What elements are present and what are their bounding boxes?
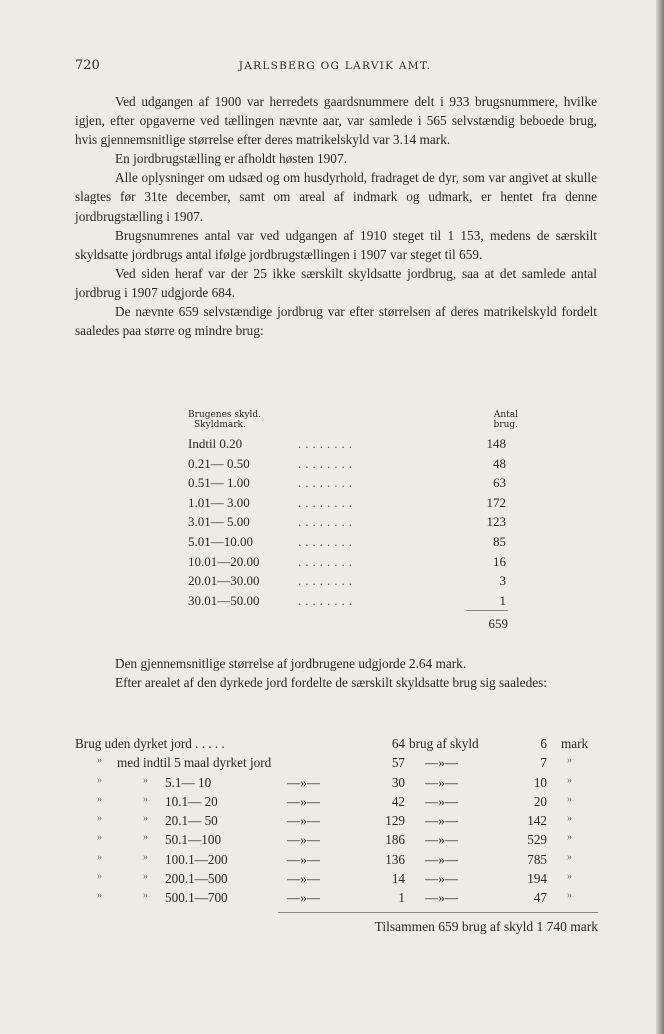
ditto-mark: » xyxy=(97,890,102,902)
leader-dots: ........ xyxy=(298,494,356,510)
table-row xyxy=(188,456,518,476)
skyld-value: 47 xyxy=(533,890,547,906)
skyld-value: 785 xyxy=(527,851,547,867)
page-edge-shadow xyxy=(656,0,664,1034)
skyld-value: 6 xyxy=(540,736,547,751)
brug-count: 64 xyxy=(391,736,405,751)
paragraph: De nævnte 659 selvstændige jordbrug var efter størrelsen af deres matrikelskyld fordelt saaledes paa større og mindre brug: xyxy=(75,304,597,339)
dyrket-jord-table xyxy=(75,736,600,910)
paragraph: Brugsnumrenes antal var ved udgangen af 1910 steget til 1 153, medens de særskilt skyldsatte jordbrugs antal ifølge jordbrugstællingen i 1907 var steget til 659. xyxy=(75,227,597,262)
header-line: Brugenes skyld. xyxy=(188,410,262,420)
brug-count: 1 xyxy=(499,592,506,608)
header-line: brug. xyxy=(493,420,518,430)
ditto-mark: » xyxy=(567,793,572,805)
table-rows xyxy=(188,436,518,612)
table-header xyxy=(188,410,518,436)
leader-dots: ........ xyxy=(298,573,356,589)
ditto-mark: » xyxy=(567,851,572,863)
mid-label: brug af skyld xyxy=(409,736,479,751)
ditto-mark: » xyxy=(567,871,572,883)
table-row xyxy=(75,871,600,890)
table-total: 659 xyxy=(488,616,508,631)
jord-range: 50.1—100 xyxy=(165,832,222,848)
ditto-mark: —»— xyxy=(287,890,320,906)
jord-range: 20.1— 50 xyxy=(165,813,218,829)
ditto-mark: » xyxy=(143,890,148,902)
brug-count: 63 xyxy=(493,475,506,491)
ditto-mark: » xyxy=(97,793,102,805)
ditto-mark: —»— xyxy=(287,793,320,809)
ditto-mark: » xyxy=(97,851,102,863)
leader-dots: ........ xyxy=(298,455,356,471)
ditto-mark: » xyxy=(567,832,572,844)
ditto-mark: —»— xyxy=(287,813,320,829)
ditto-mark: —»— xyxy=(425,851,458,867)
leader-dots: ........ xyxy=(298,514,356,530)
skyld-range: 30.01—50.00 xyxy=(188,592,260,608)
jord-range: 100.1—200 xyxy=(165,851,228,867)
ditto-mark: —»— xyxy=(425,774,458,790)
leader-dots: ........ xyxy=(298,475,356,491)
table-row xyxy=(188,534,518,554)
paragraph: Alle oplysninger om udsæd og om husdyrhold, fradraget de dyr, som var angivet at skulle slagtes før 31te december, samt om areal af indmark og udmark, er hentet fra denne jordbrugstælling i 1907. xyxy=(75,170,597,224)
ditto-mark: —»— xyxy=(425,871,458,887)
header-antal xyxy=(494,410,518,430)
table-row xyxy=(75,890,600,909)
body-text xyxy=(75,92,597,340)
table-row xyxy=(75,832,600,851)
ditto-mark: —»— xyxy=(425,890,458,906)
brug-count: 129 xyxy=(385,813,405,829)
table-row xyxy=(188,436,518,456)
skyld-range: 1.01— 3.00 xyxy=(188,494,250,510)
table-row xyxy=(75,794,600,813)
paragraph: Ved siden heraf var der 25 ikke særskilt skyldsatte jordbrug, saa at det samlede antal jordbrug i 1907 udgjorde 684. xyxy=(75,265,597,300)
paragraph: En jordbrugstælling er afholdt høsten 1907. xyxy=(115,151,347,167)
ditto-mark: —»— xyxy=(287,851,320,867)
jord-range: 500.1—700 xyxy=(165,890,228,906)
brug-count: 148 xyxy=(486,436,506,451)
table-row xyxy=(75,813,600,832)
brug-count: 48 xyxy=(493,455,506,471)
table-row xyxy=(75,852,600,871)
leader-dots: ........ xyxy=(298,592,356,608)
page-number: 720 xyxy=(75,58,100,73)
skyld-range: Indtil 0.20 xyxy=(188,436,243,451)
table-row xyxy=(188,514,518,534)
skyld-table xyxy=(188,410,518,612)
skyld-range: 10.01—20.00 xyxy=(188,553,260,569)
ditto-mark: » xyxy=(143,851,148,863)
skyld-value: 20 xyxy=(533,793,547,809)
ditto-mark: —»— xyxy=(287,832,320,848)
leader-dots: ........ xyxy=(298,533,356,549)
ditto-mark: » xyxy=(97,871,102,883)
skyld-range: 20.01—30.00 xyxy=(188,573,260,589)
ditto-mark: » xyxy=(97,832,102,844)
jord-range: 10.1— 20 xyxy=(165,793,218,809)
table-total: Tilsammen 659 brug af skyld 1 740 mark xyxy=(374,919,598,934)
table-row xyxy=(188,573,518,593)
ditto-mark: » xyxy=(97,774,102,786)
ditto-mark: » xyxy=(567,813,572,825)
leader-dots: ........ xyxy=(298,553,356,569)
body-text-2 xyxy=(75,654,597,692)
skyld-value: 7 xyxy=(540,755,547,771)
ditto-mark: —»— xyxy=(287,871,320,887)
ditto-mark: » xyxy=(97,755,102,767)
paragraph: Ved udgangen af 1900 var herredets gaardsnummere delt i 933 brugsnummere, hvilke igjen, efter opgaverne ved tællingen nævnte aar, var samlede i 565 selvstændig beboede brug, hvis gjennemsnitlige størrelse efter deres matrikelskyld var 3.14 mark. xyxy=(75,94,597,148)
jord-range: 200.1—500 xyxy=(165,871,228,887)
sum-rule xyxy=(466,610,508,611)
skyld-range: 0.21— 0.50 xyxy=(188,455,250,471)
ditto-mark: » xyxy=(143,774,148,786)
table-row xyxy=(75,755,600,774)
header-line: Antal xyxy=(493,410,518,420)
ditto-mark: —»— xyxy=(425,755,458,771)
ditto-mark: » xyxy=(143,793,148,805)
ditto-mark: » xyxy=(567,755,572,767)
brug-count: 57 xyxy=(391,755,405,771)
row-label: med indtil 5 maal dyrket jord xyxy=(117,755,272,771)
table-row xyxy=(188,554,518,574)
skyld-range: 0.51— 1.00 xyxy=(188,475,250,491)
ditto-mark: » xyxy=(143,832,148,844)
table-row xyxy=(75,775,600,794)
header-line: Skyldmark. xyxy=(194,420,246,430)
ditto-mark: » xyxy=(567,890,572,902)
ditto-mark: —»— xyxy=(425,832,458,848)
running-head: JARLSBERG OG LARVIK AMT. xyxy=(238,60,432,72)
page-header xyxy=(75,58,595,78)
brug-count: 30 xyxy=(391,774,405,790)
skyld-value: 142 xyxy=(527,813,547,829)
paragraph: Efter arealet af den dyrkede jord fordelte de særskilt skyldsatte brug sig saaledes: xyxy=(115,675,547,691)
table-row xyxy=(75,736,600,755)
brug-count: 16 xyxy=(493,553,506,569)
unit-label: mark xyxy=(561,736,589,751)
brug-count: 1 xyxy=(398,890,405,906)
brug-count: 172 xyxy=(486,494,506,510)
skyld-range: 5.01—10.00 xyxy=(188,533,253,549)
paragraph: Den gjennemsnitlige størrelse af jordbrugene udgjorde 2.64 mark. xyxy=(115,656,467,671)
skyld-value: 529 xyxy=(527,832,547,848)
ditto-mark: —»— xyxy=(425,793,458,809)
skyld-value: 10 xyxy=(533,774,547,790)
ditto-mark: » xyxy=(143,871,148,883)
ditto-mark: —»— xyxy=(287,774,320,790)
header-skyld xyxy=(188,410,261,430)
sum-rule xyxy=(278,912,598,913)
row-label: Brug uden dyrket jord . . . . . xyxy=(75,736,225,751)
brug-count: 14 xyxy=(391,871,405,887)
brug-count: 3 xyxy=(499,573,506,589)
ditto-mark: » xyxy=(143,813,148,825)
table-row xyxy=(188,495,518,515)
ditto-mark: » xyxy=(97,813,102,825)
brug-count: 186 xyxy=(385,832,405,848)
table-row xyxy=(188,475,518,495)
brug-count: 42 xyxy=(391,793,405,809)
skyld-range: 3.01— 5.00 xyxy=(188,514,250,530)
leader-dots: ........ xyxy=(298,436,356,451)
brug-count: 136 xyxy=(385,851,405,867)
brug-count: 85 xyxy=(493,533,506,549)
ditto-mark: —»— xyxy=(425,813,458,829)
jord-range: 5.1— 10 xyxy=(165,774,212,790)
brug-count: 123 xyxy=(486,514,506,530)
table-rows xyxy=(75,775,600,910)
ditto-mark: » xyxy=(567,774,572,786)
skyld-value: 194 xyxy=(527,871,547,887)
